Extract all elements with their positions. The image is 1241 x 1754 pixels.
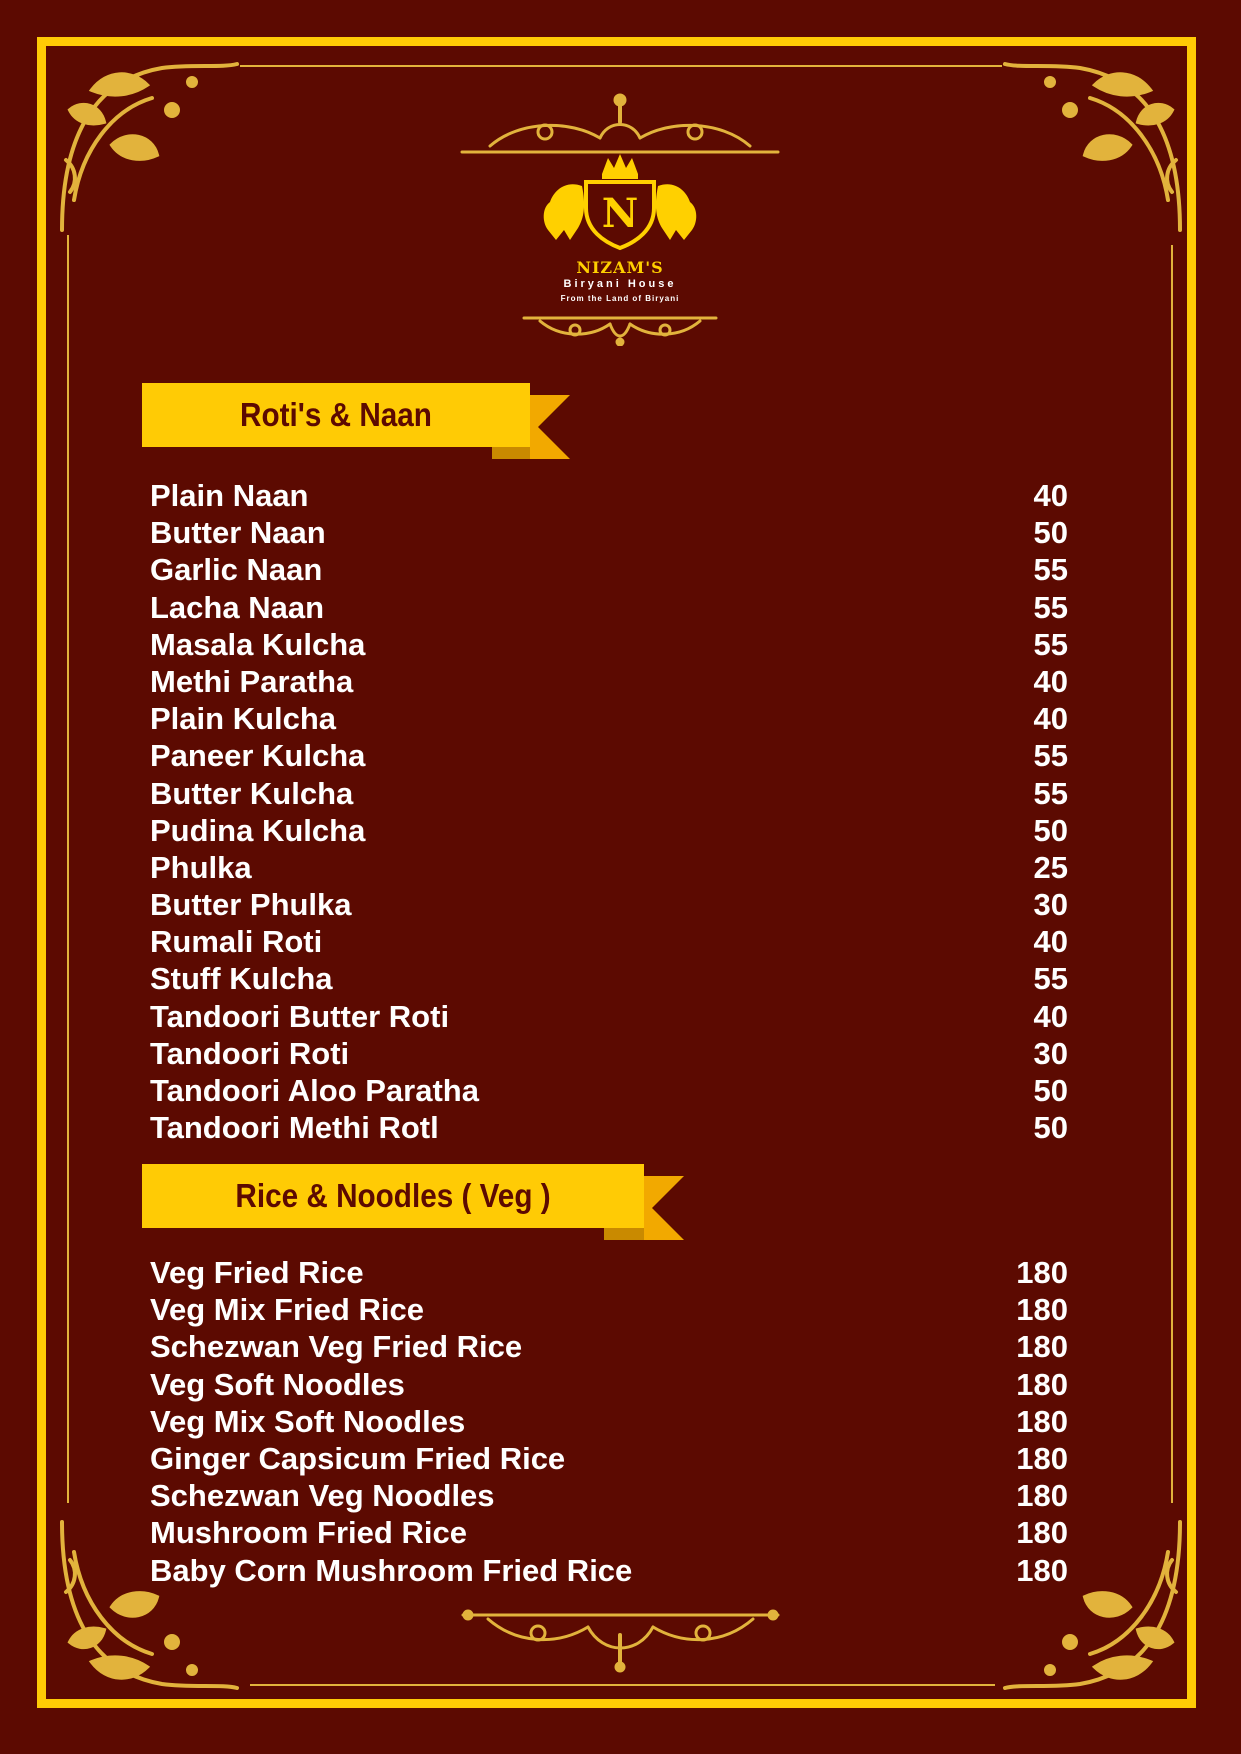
item-price: 55 [1033,738,1068,774]
item-name: Pudina Kulcha [150,812,366,848]
item-name: Methi Paratha [150,663,354,699]
section-title: Roti's & Naan [240,396,432,433]
brand-subtitle: Biryani House [563,278,677,290]
menu-list-roti-naan [150,477,1068,1146]
item-name: Tandoori Methi Rotl [150,1110,439,1146]
crown-icon [602,154,638,179]
item-name: Tandoori Roti [150,1035,350,1071]
item-price: 180 [1016,1403,1068,1439]
item-name: Phulka [150,849,252,885]
section-title: Rice & Noodles ( Veg ) [235,1177,551,1214]
menu-item [150,775,1068,812]
item-name: Mushroom Fried Rice [150,1515,467,1551]
item-name: Veg Fried Rice [150,1255,364,1290]
item-name: Rumali Roti [150,924,323,960]
menu-item [150,1109,1068,1146]
item-price: 55 [1033,961,1068,997]
item-name: Butter Naan [150,515,326,551]
item-name: Lacha Naan [150,589,325,625]
item-price: 40 [1033,478,1068,513]
item-name: Schezwan Veg Noodles [150,1478,495,1514]
item-name: Paneer Kulcha [150,738,366,774]
item-price: 40 [1033,924,1068,960]
item-price: 50 [1033,515,1068,551]
item-name: Veg Mix Fried Rice [150,1292,424,1328]
inner-line-top [240,65,1002,67]
brand-logo [450,90,790,360]
menu-item [150,626,1068,663]
section-header-roti-naan [142,383,572,463]
item-price: 50 [1033,1110,1068,1146]
menu-item [150,1552,1068,1589]
item-name: Schezwan Veg Fried Rice [150,1329,523,1365]
item-price: 55 [1033,775,1068,811]
menu-item [150,477,1068,514]
section-header-rice-noodles [142,1164,687,1244]
item-price: 40 [1033,663,1068,699]
item-price: 180 [1016,1255,1068,1290]
menu-item [150,812,1068,849]
item-name: Plain Naan [150,478,309,513]
item-price: 180 [1016,1478,1068,1514]
inner-line-left [67,235,69,1503]
item-price: 25 [1033,849,1068,885]
menu-item [150,663,1068,700]
menu-item [150,1035,1068,1072]
menu-item [150,886,1068,923]
item-price: 180 [1016,1292,1068,1328]
menu-item [150,1514,1068,1551]
item-price: 55 [1033,552,1068,588]
item-name: Ginger Capsicum Fried Rice [150,1440,566,1476]
menu-item [150,1477,1068,1514]
menu-item [150,1366,1068,1403]
menu-item [150,737,1068,774]
corner-flourish-top-left [52,50,242,240]
item-price: 50 [1033,1073,1068,1108]
item-name: Baby Corn Mushroom Fried Rice [150,1552,633,1588]
item-name: Tandoori Butter Roti [150,998,450,1034]
menu-item [150,1072,1068,1109]
menu-item [150,551,1068,588]
menu-item [150,998,1068,1035]
inner-line-right [1171,245,1173,1503]
menu-item [150,700,1068,737]
item-price: 55 [1033,626,1068,662]
menu-item [150,1254,1068,1291]
item-price: 55 [1033,589,1068,625]
menu-item [150,849,1068,886]
item-price: 180 [1016,1515,1068,1551]
item-price: 180 [1016,1552,1068,1588]
bottom-center-ornament [458,1605,783,1675]
menu-item [150,960,1068,997]
menu-item [150,514,1068,551]
inner-line-bottom [250,1684,995,1686]
menu-item [150,1328,1068,1365]
brand-tagline: From the Land of Biryani [560,294,680,303]
item-price: 40 [1033,998,1068,1034]
menu-item [150,923,1068,960]
item-price: 40 [1033,701,1068,737]
item-price: 180 [1016,1329,1068,1365]
logo-monogram: N [601,190,639,237]
item-name: Veg Soft Noodles [150,1366,405,1402]
menu-item [150,1440,1068,1477]
item-price: 30 [1033,1035,1068,1071]
item-name: Butter Phulka [150,887,352,923]
item-name: Masala Kulcha [150,626,366,662]
item-price: 180 [1016,1366,1068,1402]
menu-item [150,1291,1068,1328]
item-name: Garlic Naan [150,552,323,588]
menu-list-rice-noodles [150,1254,1068,1589]
brand-name: NIZAM'S [576,258,664,277]
item-price: 180 [1016,1440,1068,1476]
item-price: 50 [1033,812,1068,848]
item-name: Butter Kulcha [150,775,354,811]
item-name: Tandoori Aloo Paratha [150,1073,479,1108]
menu-item [150,1403,1068,1440]
item-price: 30 [1033,887,1068,923]
logo-bottom-ornament [520,312,720,346]
item-name: Stuff Kulcha [150,961,333,997]
item-name: Veg Mix Soft Noodles [150,1403,466,1439]
menu-item [150,589,1068,626]
item-name: Plain Kulcha [150,701,337,737]
corner-flourish-top-right [1000,50,1190,240]
